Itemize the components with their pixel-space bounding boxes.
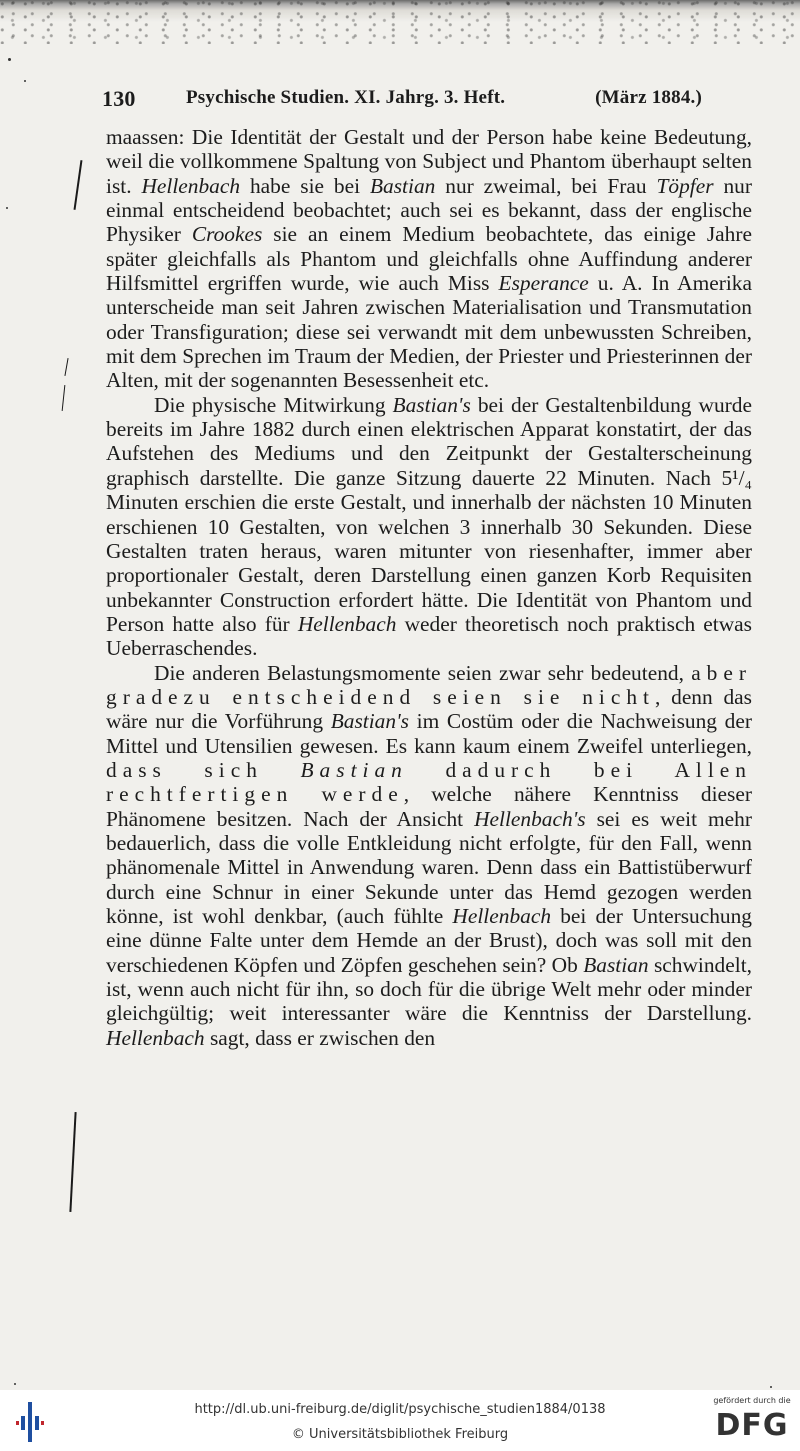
italic-name: Bastian's <box>330 709 409 734</box>
text-run: schwindelt, ist, wenn auch nicht für ihn, so doch für die übrige Welt mehr oder minder gleichgültig; weit interessanter wäre die Kenntniss der Darstellung. <box>106 952 752 1026</box>
footer-bar <box>0 1390 800 1451</box>
page-number: 130 <box>102 86 136 111</box>
italic-name: Crookes <box>191 222 263 247</box>
italic-name: Bastian <box>369 173 436 198</box>
issue-date: (März 1884.) <box>595 87 702 108</box>
italic-name: Töpfer <box>656 173 714 198</box>
paragraph-3 <box>106 661 752 1051</box>
copyright-notice: © Universitätsbibliothek Freiburg <box>291 1427 509 1442</box>
text-run: , denn das wäre nur die Vorführung <box>106 684 752 734</box>
body-text <box>106 125 752 1050</box>
spaced-emphasis: aber gradezu entscheidend seien sie nicht <box>106 660 752 709</box>
italic-name: Bastian <box>583 952 649 977</box>
speck <box>14 1383 16 1385</box>
text-run: sagt, dass er zwischen den <box>204 1025 436 1050</box>
text-run: bei der Gestaltenbildung wurde bereits im Jahre 1882 durch einen elektrischen Apparat konstatirt, der das Aufstehen des Mediums und den Zeitpunkt der Gestalterscheinung graphisch darstellte. Die ganze Sitzung dauerte 22 Minuten. Nach 5¹/₄ Minuten erschien die erste Gestalt, und innerhalb der nächsten 10 Minuten erschienen 10 Gestalten, von welchen 3 innerhalb 30 Sekunden. Diese Gestalten traten heraus, waren mitunter von riesenhafter, immer aber proportionaler Gestalt, deren Darstellung einen ganzen Korb Requisiten unbekannter Construction erfordert hätte. Die Identität von Phantom und Person hatte also für <box>106 392 752 636</box>
italic-name: Bastian <box>300 757 408 782</box>
text-run: im Costüm oder die Nachweisung der Mittel und Utensilien gewesen. Es kann kaum einem Zweifel unterliegen, <box>106 709 752 758</box>
text-run: Die anderen Belastungsmomente seien zwar sehr bedeutend, <box>154 660 692 685</box>
text-run: maassen: Die Identität der Gestalt und der Person habe keine Bedeutung, weil die vollkommene Spaltung von Subject und Phantom überhaupt selten ist. <box>106 125 752 198</box>
paragraph-2 <box>106 393 752 661</box>
italic-name: Hellenbach <box>452 904 552 928</box>
text-run: sei es weit mehr bedauerlich, dass die volle Entkleidung nicht erfolgte, für den Fall, wenn phänomenale Mittel in Anwendung waren. Denn dass ein Battistüberwurf durch eine Schnur in einer Sekunde unter das Hemd gezogen werden könne, ist wohl denkbar, (auch fühlte <box>106 806 752 928</box>
margin-mark-4 <box>69 1112 76 1212</box>
margin-mark-2 <box>64 358 68 376</box>
source-url[interactable]: http://dl.ub.uni-freiburg.de/diglit/psychische_studien1884/0138 <box>194 1402 606 1417</box>
speck <box>24 80 26 82</box>
text-run: bei der Untersuchung eine dünne Falte unter dem Hemde an der Brust), doch was soll mit den verschiedenen Köpfen und Zöpfen geschehen sein? Ob <box>106 904 752 977</box>
text-run: nur einmal entscheidend beobachtet; auch sei es bekannt, dass der englische Physiker <box>106 173 752 247</box>
italic-name: Hellenbach <box>106 1025 205 1050</box>
text-run: sie an einem Medium beobachtete, das einige Jahre später gleichfalls als Phantom und gleichfalls ohne Auffindung anderer Hilfsmittel ergriffen wurde, wie auch Miss <box>106 222 752 296</box>
spaced-emphasis: dass sich <box>106 757 301 782</box>
speck <box>8 58 11 61</box>
text-run: u. A. In Amerika unterscheide man seit Jahren zwischen Materialisation und Transmutation oder Transfiguration; diese sei verwandt mit dem unbewussten Schreiben, mit dem Sprechen im Traum der Medien, der Priester und Priesterinnen der Alten, mit der sogenannten Besessenheit etc. <box>106 271 752 393</box>
italic-name: Hellenbach's <box>474 806 586 831</box>
italic-name: Bastian's <box>392 392 471 417</box>
paragraph-1 <box>106 125 752 393</box>
text-run: weder theoretisch noch praktisch etwas Ueberraschendes. <box>106 611 753 661</box>
speck <box>6 207 8 209</box>
text-run: nur zweimal, bei Frau <box>435 173 657 198</box>
spaced-emphasis: dadurch bei Allen rechtfertigen werde <box>106 757 752 807</box>
dfg-wordmark: DFG <box>715 1408 789 1443</box>
italic-name: Esperance <box>498 271 589 296</box>
dfg-caption: gefördert durch die <box>713 1396 791 1405</box>
margin-mark-3 <box>62 385 66 411</box>
running-header <box>102 86 702 112</box>
text-run: , welche nähere Kenntniss dieser Phänomene besitzen. Nach der Ansicht <box>106 782 752 831</box>
italic-name: Hellenbach <box>141 173 241 198</box>
text-run: Die physische Mitwirkung <box>154 392 393 417</box>
italic-name: Hellenbach <box>297 611 397 636</box>
dfg-logo-icon <box>712 1396 792 1446</box>
margin-mark-1 <box>74 160 83 210</box>
page-top-edge <box>0 0 800 44</box>
text-run: habe sie bei <box>240 173 370 198</box>
speck <box>770 1386 772 1388</box>
running-title: Psychische Studien. XI. Jahrg. 3. Heft. <box>186 87 506 108</box>
